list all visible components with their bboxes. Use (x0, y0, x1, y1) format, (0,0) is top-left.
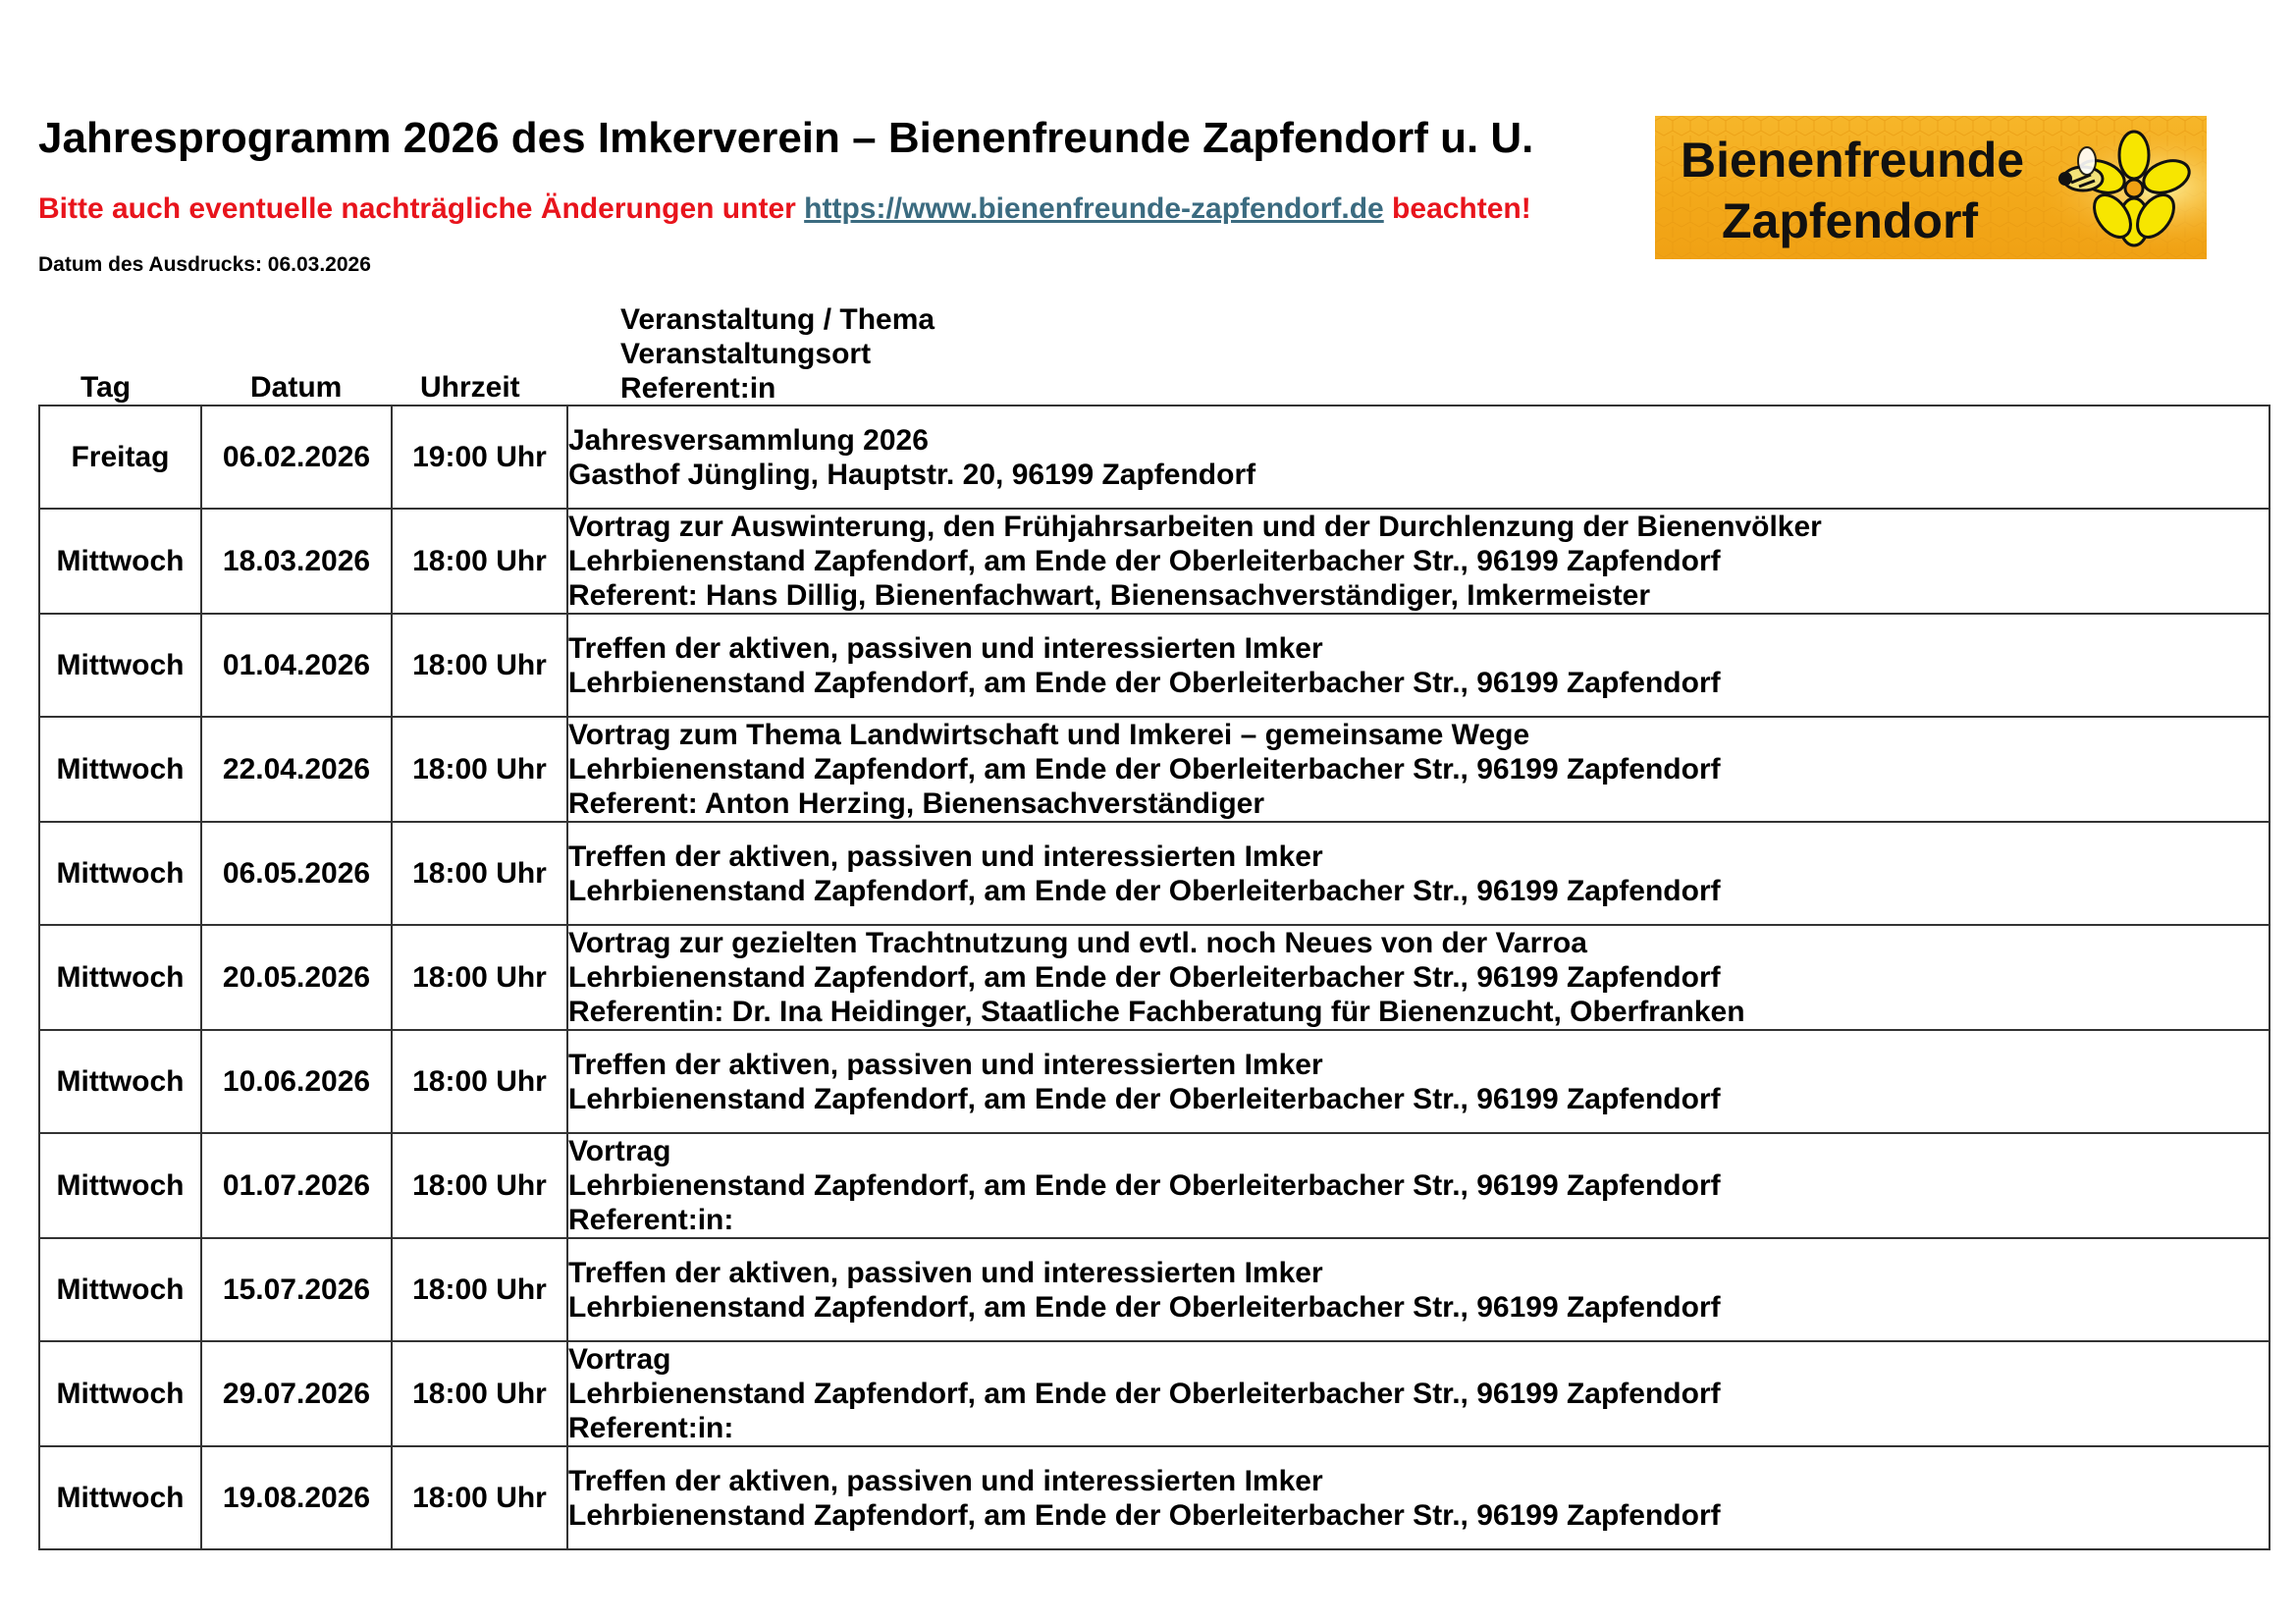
event-line: Referent: Hans Dillig, Bienenfachwart, Bienensachverständiger, Imkermeister (568, 579, 1651, 612)
table-row (39, 717, 2269, 822)
event-line: Referentin: Dr. Ina Heidinger, Staatliche Fachberatung für Bienenzucht, Oberfranken (568, 996, 1745, 1028)
cell-event (567, 1238, 2269, 1341)
cell-event (567, 406, 2269, 509)
event-line: Treffen der aktiven, passiven und interessierten Imker (568, 631, 1323, 665)
table-row (39, 1133, 2269, 1238)
cell-tag: Freitag (39, 406, 201, 509)
event-line: Referent:in: (568, 1204, 734, 1236)
event-line: Treffen der aktiven, passiven und interessierten Imker (568, 1464, 1323, 1497)
event-line: Vortrag zum Thema Landwirtschaft und Imkerei – gemeinsame Wege (568, 719, 1530, 751)
logo-text-line1: Bienenfreunde (1681, 133, 2025, 188)
cell-event (567, 1030, 2269, 1133)
cell-tag: Mittwoch (39, 1341, 201, 1446)
event-line: Lehrbienenstand Zapfendorf, am Ende der Oberleiterbacher Str., 96199 Zapfendorf (568, 1169, 1721, 1202)
cell-tag: Mittwoch (39, 925, 201, 1030)
cell-uhrzeit: 18:00 Uhr (392, 1446, 567, 1549)
event-line: Lehrbienenstand Zapfendorf, am Ende der Oberleiterbacher Str., 96199 Zapfendorf (568, 1082, 1721, 1115)
cell-uhrzeit: 18:00 Uhr (392, 1030, 567, 1133)
event-line: Gasthof Jüngling, Hauptstr. 20, 96199 Zapfendorf (568, 458, 1256, 491)
change-notice (38, 192, 1531, 226)
event-line: Jahresversammlung 2026 (568, 423, 929, 457)
table-row (39, 1238, 2269, 1341)
event-line: Lehrbienenstand Zapfendorf, am Ende der Oberleiterbacher Str., 96199 Zapfendorf (568, 1498, 1721, 1532)
program-table (38, 405, 2270, 1550)
table-row (39, 1446, 2269, 1549)
event-line: Lehrbienenstand Zapfendorf, am Ende der Oberleiterbacher Str., 96199 Zapfendorf (568, 545, 1721, 577)
event-line: Lehrbienenstand Zapfendorf, am Ende der Oberleiterbacher Str., 96199 Zapfendorf (568, 1290, 1721, 1324)
cell-datum: 20.05.2026 (201, 925, 392, 1030)
event-line: Lehrbienenstand Zapfendorf, am Ende der Oberleiterbacher Str., 96199 Zapfendorf (568, 666, 1721, 699)
cell-tag: Mittwoch (39, 614, 201, 717)
table-row (39, 925, 2269, 1030)
cell-datum: 29.07.2026 (201, 1341, 392, 1446)
cell-event (567, 614, 2269, 717)
page-title: Jahresprogramm 2026 des Imkerverein – Bienenfreunde Zapfendorf u. U. (38, 114, 1534, 162)
cell-uhrzeit: 18:00 Uhr (392, 925, 567, 1030)
table-row (39, 1030, 2269, 1133)
event-line: Lehrbienenstand Zapfendorf, am Ende der Oberleiterbacher Str., 96199 Zapfendorf (568, 874, 1721, 907)
website-link[interactable]: https://www.bienenfreunde-zapfendorf.de (804, 192, 1384, 225)
cell-uhrzeit: 18:00 Uhr (392, 1133, 567, 1238)
column-header-event (620, 302, 934, 406)
column-header-event-speaker: Referent:in (620, 372, 776, 405)
program-table-body (39, 406, 2269, 1549)
event-line: Referent: Anton Herzing, Bienensachverständiger (568, 787, 1265, 820)
table-row (39, 406, 2269, 509)
event-line: Treffen der aktiven, passiven und interessierten Imker (568, 1256, 1323, 1289)
table-row (39, 509, 2269, 614)
column-header-event-location: Veranstaltungsort (620, 338, 872, 370)
event-line: Vortrag zur gezielten Trachtnutzung und evtl. noch Neues von der Varroa (568, 927, 1587, 959)
column-headers (0, 295, 2296, 405)
club-logo (1655, 116, 2207, 259)
cell-datum: 01.04.2026 (201, 614, 392, 717)
cell-event (567, 509, 2269, 614)
cell-event (567, 1133, 2269, 1238)
event-line: Vortrag zur Auswinterung, den Frühjahrsarbeiten und der Durchlenzung der Bienenvölker (568, 511, 1822, 543)
event-line: Lehrbienenstand Zapfendorf, am Ende der Oberleiterbacher Str., 96199 Zapfendorf (568, 961, 1721, 994)
table-row (39, 1341, 2269, 1446)
notice-text-before: Bitte auch eventuelle nachträgliche Änderungen unter (38, 192, 805, 225)
cell-tag: Mittwoch (39, 822, 201, 925)
event-line: Treffen der aktiven, passiven und interessierten Imker (568, 1048, 1323, 1081)
cell-datum: 18.03.2026 (201, 509, 392, 614)
cell-datum: 01.07.2026 (201, 1133, 392, 1238)
event-line: Vortrag (568, 1135, 671, 1167)
table-row (39, 822, 2269, 925)
cell-datum: 06.02.2026 (201, 406, 392, 509)
cell-uhrzeit: 18:00 Uhr (392, 822, 567, 925)
cell-event (567, 1446, 2269, 1549)
cell-uhrzeit: 19:00 Uhr (392, 406, 567, 509)
cell-event (567, 822, 2269, 925)
cell-datum: 19.08.2026 (201, 1446, 392, 1549)
column-header-uhrzeit: Uhrzeit (420, 371, 520, 404)
cell-event (567, 717, 2269, 822)
cell-datum: 10.06.2026 (201, 1030, 392, 1133)
cell-uhrzeit: 18:00 Uhr (392, 509, 567, 614)
event-line: Treffen der aktiven, passiven und interessierten Imker (568, 839, 1323, 873)
cell-uhrzeit: 18:00 Uhr (392, 1341, 567, 1446)
cell-uhrzeit: 18:00 Uhr (392, 614, 567, 717)
logo-text-line2: Zapfendorf (1722, 193, 1979, 248)
notice-text-after: beachten! (1383, 192, 1531, 225)
column-header-tag: Tag (80, 371, 132, 404)
logo-graphic (1655, 116, 2207, 259)
cell-event (567, 1341, 2269, 1446)
event-line: Referent:in: (568, 1412, 734, 1444)
cell-tag: Mittwoch (39, 1030, 201, 1133)
cell-datum: 06.05.2026 (201, 822, 392, 925)
cell-tag: Mittwoch (39, 509, 201, 614)
cell-tag: Mittwoch (39, 1238, 201, 1341)
event-line: Lehrbienenstand Zapfendorf, am Ende der Oberleiterbacher Str., 96199 Zapfendorf (568, 1378, 1721, 1410)
column-header-datum: Datum (250, 371, 343, 404)
cell-tag: Mittwoch (39, 717, 201, 822)
cell-datum: 22.04.2026 (201, 717, 392, 822)
print-date: Datum des Ausdrucks: 06.03.2026 (38, 253, 371, 276)
cell-event (567, 925, 2269, 1030)
column-header-event-topic: Veranstaltung / Thema (620, 303, 935, 336)
event-line: Lehrbienenstand Zapfendorf, am Ende der Oberleiterbacher Str., 96199 Zapfendorf (568, 753, 1721, 785)
event-line: Vortrag (568, 1343, 671, 1376)
cell-tag: Mittwoch (39, 1446, 201, 1549)
cell-uhrzeit: 18:00 Uhr (392, 717, 567, 822)
cell-datum: 15.07.2026 (201, 1238, 392, 1341)
cell-uhrzeit: 18:00 Uhr (392, 1238, 567, 1341)
table-row (39, 614, 2269, 717)
cell-tag: Mittwoch (39, 1133, 201, 1238)
